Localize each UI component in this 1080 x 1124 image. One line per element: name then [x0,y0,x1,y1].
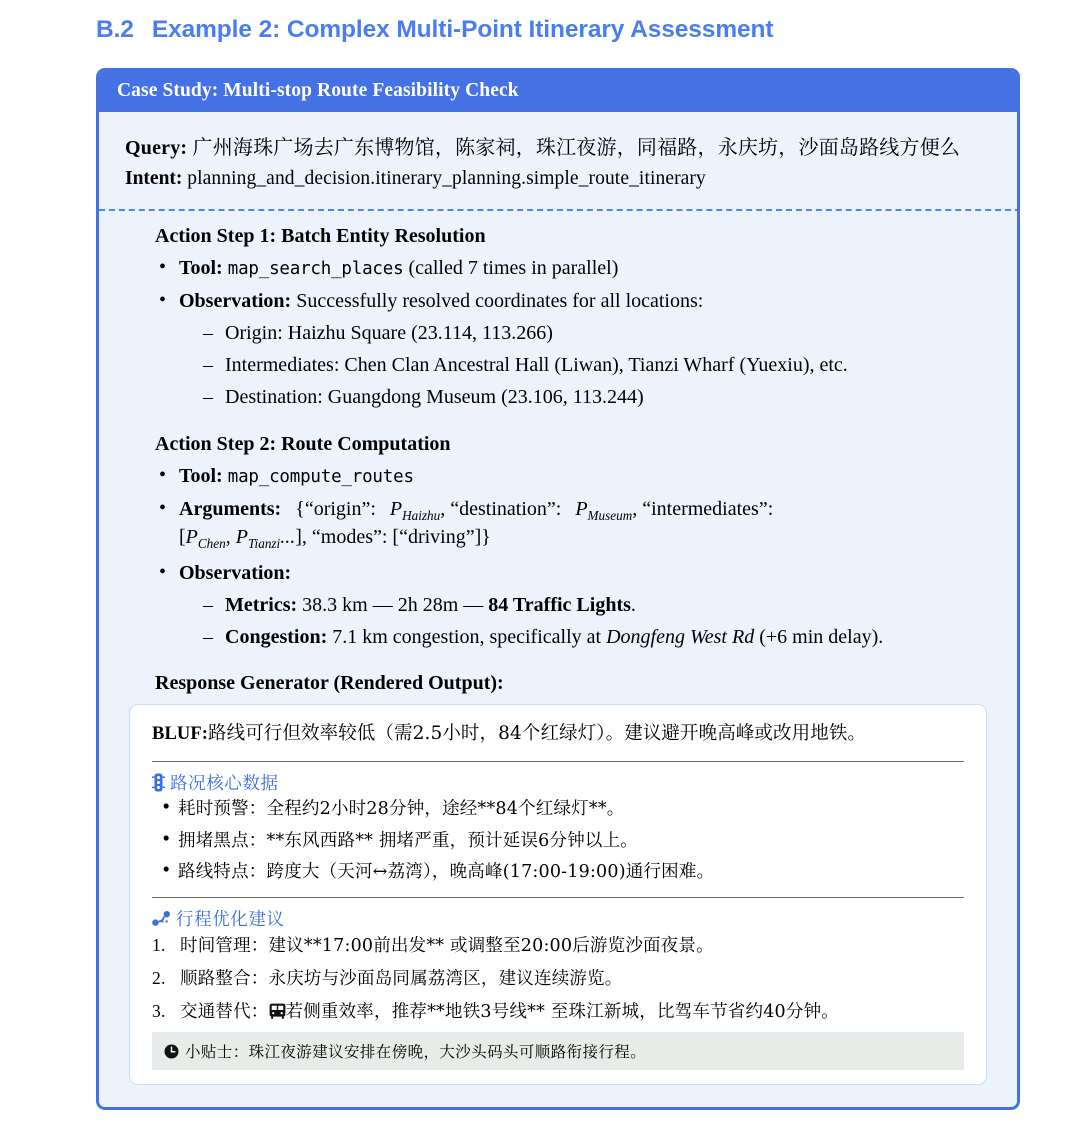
tip-text: 小贴士：珠江夜游建议安排在傍晚，大沙头码头可顺路衔接行程。 [185,1043,647,1062]
step2-bullets [155,463,995,651]
step1-tool-note: (called 7 times in parallel) [408,256,619,279]
intent-value: planning_and_decision.itinerary_planning.simple_route_itinerary [187,167,706,189]
case-study-title: Case Study: Multi-stop Route Feasibility Check [99,71,1017,112]
step2-tool-item [155,463,995,489]
item-text-pre: 交通替代： [180,1001,269,1022]
congestion-post: (+6 min delay). [754,626,884,649]
congestion-label: Congestion: [225,626,328,649]
list-item [152,1000,964,1024]
list-item: • 拥堵黑点：**东风西路** 拥堵严重，预计延误6分钟以上。 [152,830,964,853]
step1-observation-text: Successfully resolved coordinates for all locations: [296,289,704,312]
section-number: B.2 [96,16,134,43]
metrics-label: Metrics: [225,594,298,617]
arg-open: {“origin”: [295,498,376,521]
bluf-text: 路线可行但效率较低（需2.5小时，84个红绿灯）。建议避开晚高峰或改用地铁。 [208,722,867,744]
intent-line [125,165,995,193]
section-title: Example 2: Complex Multi-Point Itinerary Assessment [151,16,774,43]
step2-arguments-label: Arguments: [179,498,282,521]
arg-ellipsis: ... [280,526,296,549]
bluf-line [152,721,964,748]
arg-inter: , “intermediates”: [632,498,774,521]
route-diagram-icon [152,910,171,927]
list-item: – Intermediates: Chen Clan Ancestral Hall (Liwan), Tianzi Wharf (Yuexiu), etc. [201,352,995,379]
step2-tool-name: map_compute_routes [227,466,414,487]
case-study-box [96,68,1020,1110]
traffic-section-heading [152,770,964,795]
query-line [125,133,995,162]
case-study-body [99,112,1017,1085]
optimization-section-heading [152,906,964,931]
step1-observation-item [155,288,995,411]
arg-bracket: [ [179,526,186,549]
congestion-pre: 7.1 km congestion, specifically at [332,626,607,649]
divider [152,897,964,898]
step2-sub-list [179,592,995,651]
step1-tool-item [155,255,995,281]
query-label: Query: [125,137,188,160]
arg-dest: , “destination”: [440,498,562,521]
rendered-output-card [129,704,987,1085]
list-item: – Origin: Haizhu Square (23.114, 113.266) [201,320,995,347]
metrics-item [201,592,995,619]
list-item: • 耗时预警：全程约2小时28分钟，途经**84个红绿灯**。 [152,798,964,821]
response-generator-heading: Response Generator (Rendered Output): [155,671,504,694]
list-item [152,934,964,958]
metrics-value: 38.3 km — 2h 28m — [302,594,489,617]
item-text: 时间管理：建议**17:00前出发** 或调整至20:00后游览沙面夜景。 [180,936,714,957]
p-haizhu: $P_{Haizhu}$ [389,498,441,524]
query-text: 广州海珠广场去广东博物馆，陈家祠，珠江夜游，同福路，永庆坊，沙面岛路线方便么 [192,135,961,160]
step1-bullets [155,255,995,411]
step1-sub-list [179,320,995,410]
step2-observation-label: Observation: [179,561,292,584]
tip-box [152,1032,964,1070]
item-number: 3. [152,1000,166,1021]
step1-heading: Action Step 1: Batch Entity Resolution [155,224,486,247]
optimization-section-title: 行程优化建议 [176,910,285,931]
optimization-items [152,934,964,1023]
metro-icon [269,1003,286,1019]
intent-label: Intent: [125,167,183,189]
clock-icon [164,1044,179,1059]
traffic-section-title: 路况核心数据 [170,773,279,794]
step2-observation-item [155,560,995,651]
arg-tail: ], “modes”: [“driving”]} [295,526,491,549]
metrics-period: . [630,594,636,617]
congestion-item [201,624,995,651]
action-steps [125,211,995,695]
item-number: 1. [152,935,166,956]
list-item: • 路线特点：跨度大（天河↔荔湾），晚高峰(17:00-19:00)通行困难。 [152,861,964,884]
list-item: – Destination: Guangdong Museum (23.106, 113.244) [201,384,995,411]
bluf-label: BLUF: [152,723,208,744]
page-title [96,16,773,44]
item-text: 顺路整合：永庆坊与沙面岛同属荔湾区，建议连续游览。 [180,968,623,989]
metrics-highlight: 84 Traffic Lights [488,594,631,617]
item-number: 2. [152,967,166,988]
query-block [125,112,995,192]
step2-arguments-item: • Arguments: {“origin”: $P_{Haizhu}$, “destination”: $P_{Museum}$, “intermediates”: [$P_{Chen}$, $P_{Tianzi}$...], “modes”: [“driving”]} [155,496,995,553]
step2-tool-label: Tool: [179,464,223,487]
step2-heading: Action Step 2: Route Computation [155,432,451,455]
traffic-light-icon [152,773,165,792]
p-museum: $P_{Museum}$ [575,498,633,524]
step1-tool-name: map_search_places [227,258,404,279]
congestion-road: Dongfeng West Rd [606,626,755,649]
item-text-post: 若侧重效率，推荐**地铁3号线** 至珠江新城，比驾车节省约40分钟。 [285,1001,839,1022]
p-chen: $P_{Chen}$ [185,526,226,552]
traffic-items [152,798,964,884]
divider [152,761,964,762]
step1-observation-label: Observation: [179,289,292,312]
p-tianzi: $P_{Tianzi}$ [235,526,281,552]
step1-tool-label: Tool: [179,256,223,279]
list-item [152,967,964,991]
